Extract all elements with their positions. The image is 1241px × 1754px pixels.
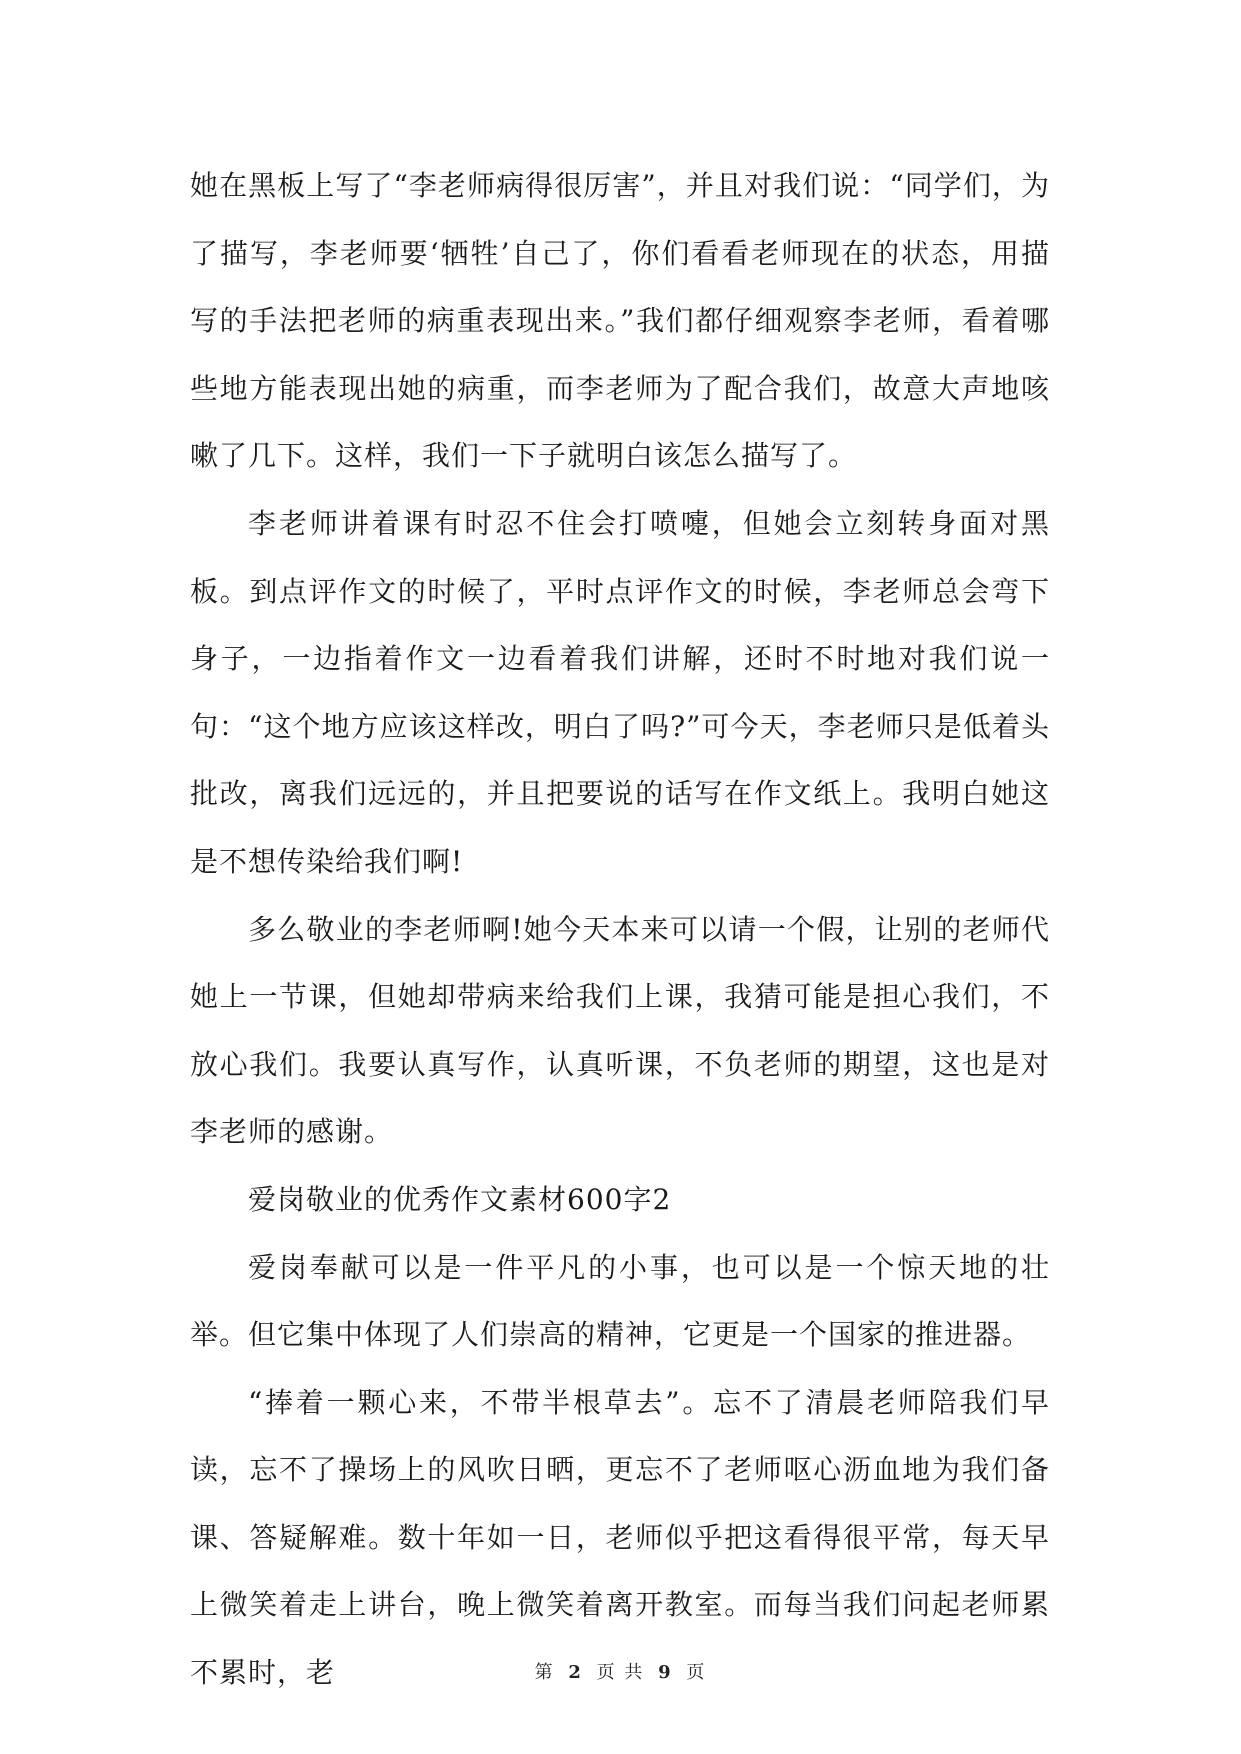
section-heading: 爱岗敬业的优秀作文素材600字2 [248,1182,672,1216]
paragraph: 爱岗奉献可以是一件平凡的小事，也可以是一个惊天地的壮举。但它集中体现了人们崇高的精神，它更是一个国家的推进器。 [190,1250,1050,1352]
total-page-count: 9 [658,1662,673,1683]
footer-middle: 页 共 [596,1662,645,1683]
paragraph: 多么敬业的李老师啊!她今天本来可以请一个假，让别的老师代她上一节课，但她却带病来给我们上课，我猜可能是担心我们，不放心我们。我要认真写作，认真听课，不负老师的期望，这也是对李老师的感谢。 [190,912,1050,1149]
footer-prefix: 第 [534,1662,555,1683]
page-footer [0,1658,1241,1684]
paragraph: 李老师讲着课有时忍不住会打喷嚏，但她会立刻转身面对黑板。到点评作文的时候了，平时点评作文的时候，李老师总会弯下身子，一边指着作文一边看着我们讲解，还时不时地对我们说一句：“这个地方应该这样改，明白了吗?”可今天，李老师只是低着头批改，离我们远远的，并且把要说的话写在作文纸上。我明白她这是不想传染给我们啊! [190,506,1050,878]
current-page-number: 2 [568,1662,583,1683]
footer-suffix: 页 [686,1662,707,1683]
document-body [190,152,1050,1707]
paragraph: “捧着一颗心来，不带半根草去”。忘不了清晨老师陪我们早读，忘不了操场上的风吹日晒，更忘不了老师呕心沥血地为我们备课、答疑解难。数十年如一日，老师似乎把这看得很平常，每天早上微笑着走上讲台，晚上微笑着离开教室。而每当我们问起老师累不累时，老 [190,1385,1050,1690]
paragraph: 她在黑板上写了“李老师病得很厉害”，并且对我们说：“同学们，为了描写，李老师要‘牺牲’自己了，你们看看老师现在的状态，用描写的手法把老师的病重表现出来。”我们都仔细观察李老师，看着哪些地方能表现出她的病重，而李老师为了配合我们，故意大声地咳嗽了几下。这样，我们一下子就明白该怎么描写了。 [190,169,1050,473]
